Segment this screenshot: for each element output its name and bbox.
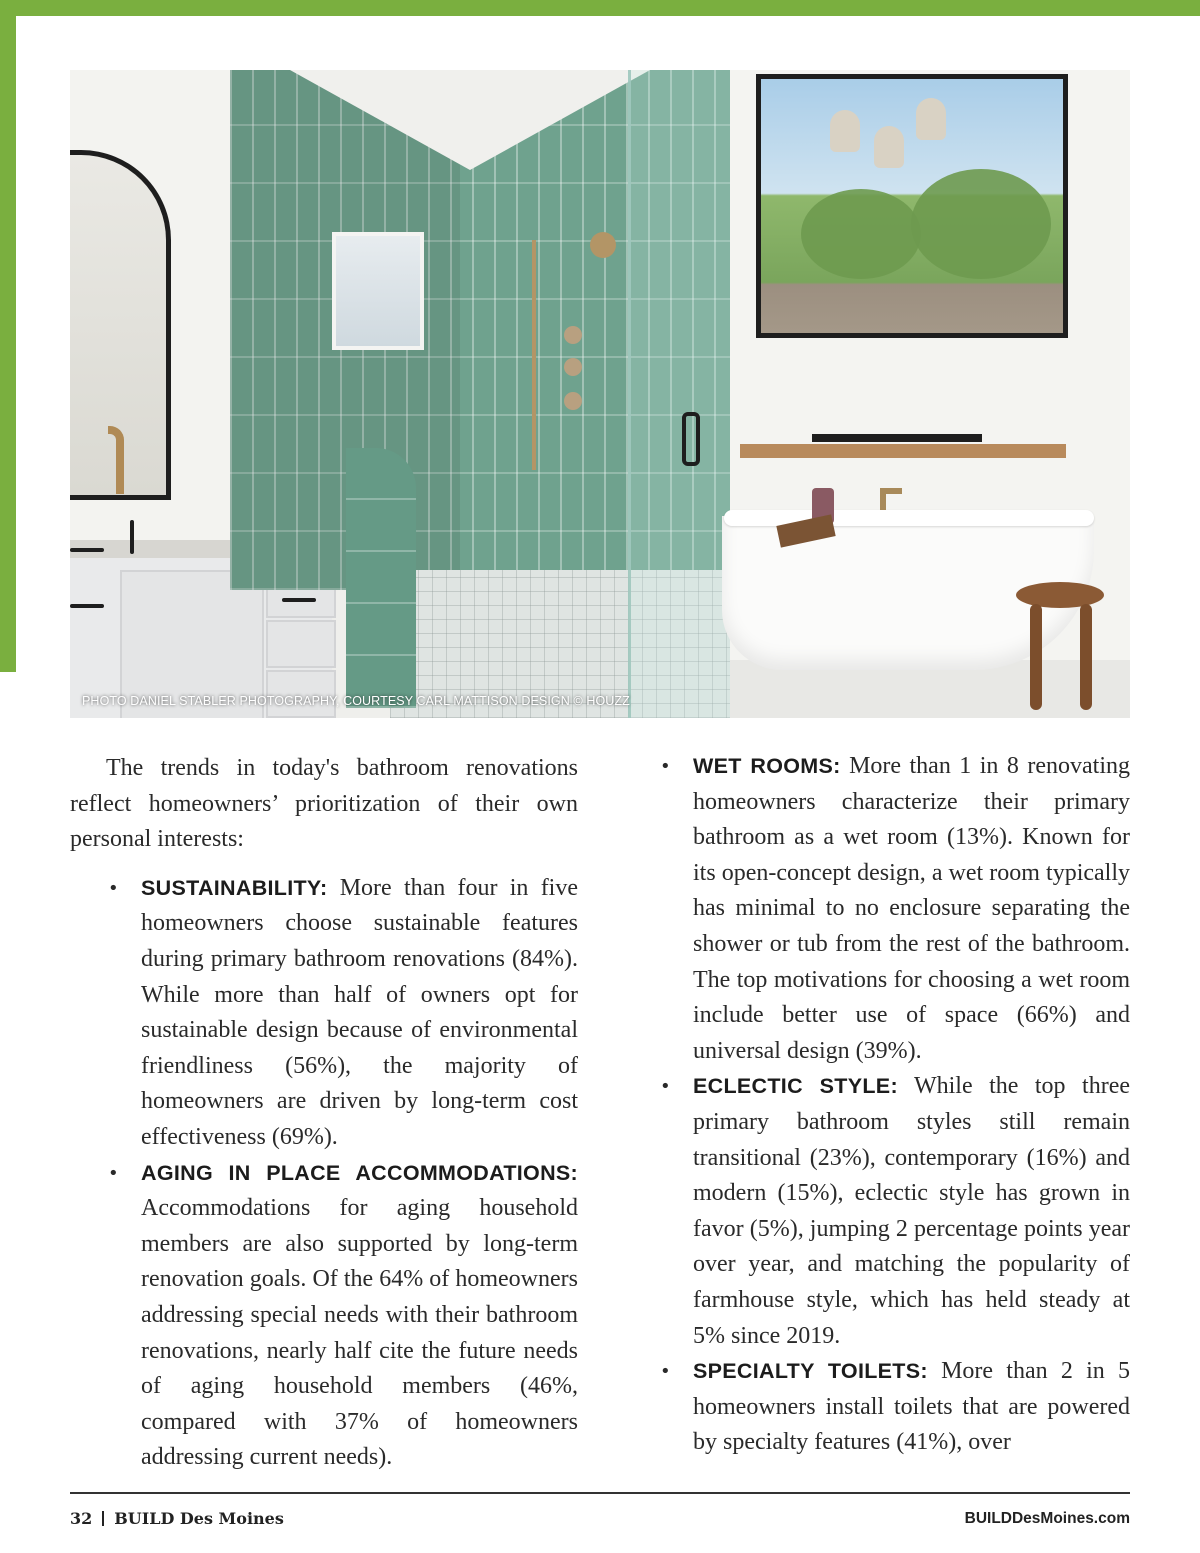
shower-valve	[564, 358, 582, 376]
pendant-light	[874, 126, 904, 168]
article-column-right	[622, 749, 1130, 1461]
pendant-light	[830, 110, 860, 152]
trend-list-right	[622, 749, 1130, 1461]
list-item	[622, 1069, 1130, 1354]
shower-valve	[564, 392, 582, 410]
pendant-light	[916, 98, 946, 140]
bullet-lead: ECLECTIC STYLE:	[693, 1074, 898, 1099]
shelf-niche	[812, 434, 982, 442]
tree-foliage	[801, 189, 921, 279]
bullet-lead: SPECIALTY TOILETS:	[693, 1359, 928, 1384]
footer-website: BUILDDesMoines.com	[964, 1510, 1130, 1527]
bullet-text: More than 2 in 5 homeowners install toilets that are powered by specialty features (41%), over	[693, 1358, 1130, 1456]
tree-foliage	[911, 169, 1051, 279]
publication-name: BUILD Des Moines	[114, 1509, 284, 1528]
drawer-pull	[282, 598, 316, 602]
cabinet-pull	[130, 520, 134, 554]
bullet-text: More than four in five homeowners choose sustainable features during primary bathroom renovations (84%). While more than half of owners opt for sustainable design because of environmental friendliness (56%), the majority of homeowners are driven by long-term cost effectiveness (69%).	[141, 874, 579, 1150]
bullet-lead: SUSTAINABILITY:	[141, 875, 328, 900]
rain-shower-head	[590, 232, 616, 258]
accent-bar-top	[0, 0, 1200, 16]
wood-stool	[1016, 582, 1104, 608]
folio-separator	[102, 1511, 104, 1526]
wood-shelf	[740, 444, 1066, 458]
bullet-lead: AGING IN PLACE ACCOMMODATIONS:	[141, 1160, 578, 1185]
list-item	[70, 871, 578, 1156]
drawer-pull	[70, 548, 104, 552]
stool-leg	[1080, 604, 1092, 710]
intro-paragraph: The trends in today's bathroom renovations reflect homeowners’ prioritization of their own personal interests:	[70, 755, 578, 853]
sloped-ceiling	[290, 70, 650, 170]
accent-bar-left	[0, 0, 16, 672]
bullet-text: Accommodations for aging household members are also supported by long-term renovation goals. Of the 64% of homeowners addressing special needs with their bathroom renovations, nearly half cite the future needs of aging household members (46%, compared with 37% of homeowners addressing current needs).	[141, 1195, 578, 1471]
bullet-text: While the top three primary bathroom styles still remain transitional (23%), contemporary (16%) and modern (15%), eclectic style has grown in favor (5%), jumping 2 percentage points year over year, and matching the popularity of farmhouse style, which has held steady at 5% since 2019.	[693, 1073, 1131, 1349]
trend-list-left	[70, 871, 578, 1476]
footer-folio	[70, 1509, 284, 1528]
list-item	[622, 749, 1130, 1069]
picture-window	[756, 74, 1068, 338]
vanity-faucet	[108, 426, 124, 494]
drawer-pull	[70, 604, 104, 608]
tub-rim	[724, 510, 1094, 526]
bullet-text: More than 1 in 8 renovating homeowners characterize their primary bathroom as a wet room (13%). Known for its open-concept design, a wet room typically has minimal to no enclosure separating the shower or tub from the rest of the bathroom. The top motivations for choosing a wet room include better use of space (66%) and universal design (39%).	[693, 753, 1131, 1064]
article-column-left	[70, 751, 578, 1476]
page-number: 32	[70, 1509, 93, 1528]
vanity-drawer	[266, 620, 336, 668]
shower-bench	[346, 448, 416, 708]
glass-door-handle	[682, 412, 700, 466]
footer-divider	[70, 1492, 1130, 1494]
list-item	[70, 1156, 578, 1476]
stool-leg	[1030, 604, 1042, 710]
handheld-shower-rail	[532, 240, 536, 470]
shower-window	[332, 232, 424, 350]
glass-enclosure	[628, 70, 735, 718]
list-item	[622, 1354, 1130, 1461]
bullet-lead: WET ROOMS:	[693, 754, 841, 778]
bathroom-photo	[70, 70, 1130, 718]
photo-credit: PHOTO DANIEL STABLER PHOTOGRAPHY, COURTESY CARL MATTISON DESIGN © HOUZZ	[82, 694, 630, 708]
shower-valve	[564, 326, 582, 344]
